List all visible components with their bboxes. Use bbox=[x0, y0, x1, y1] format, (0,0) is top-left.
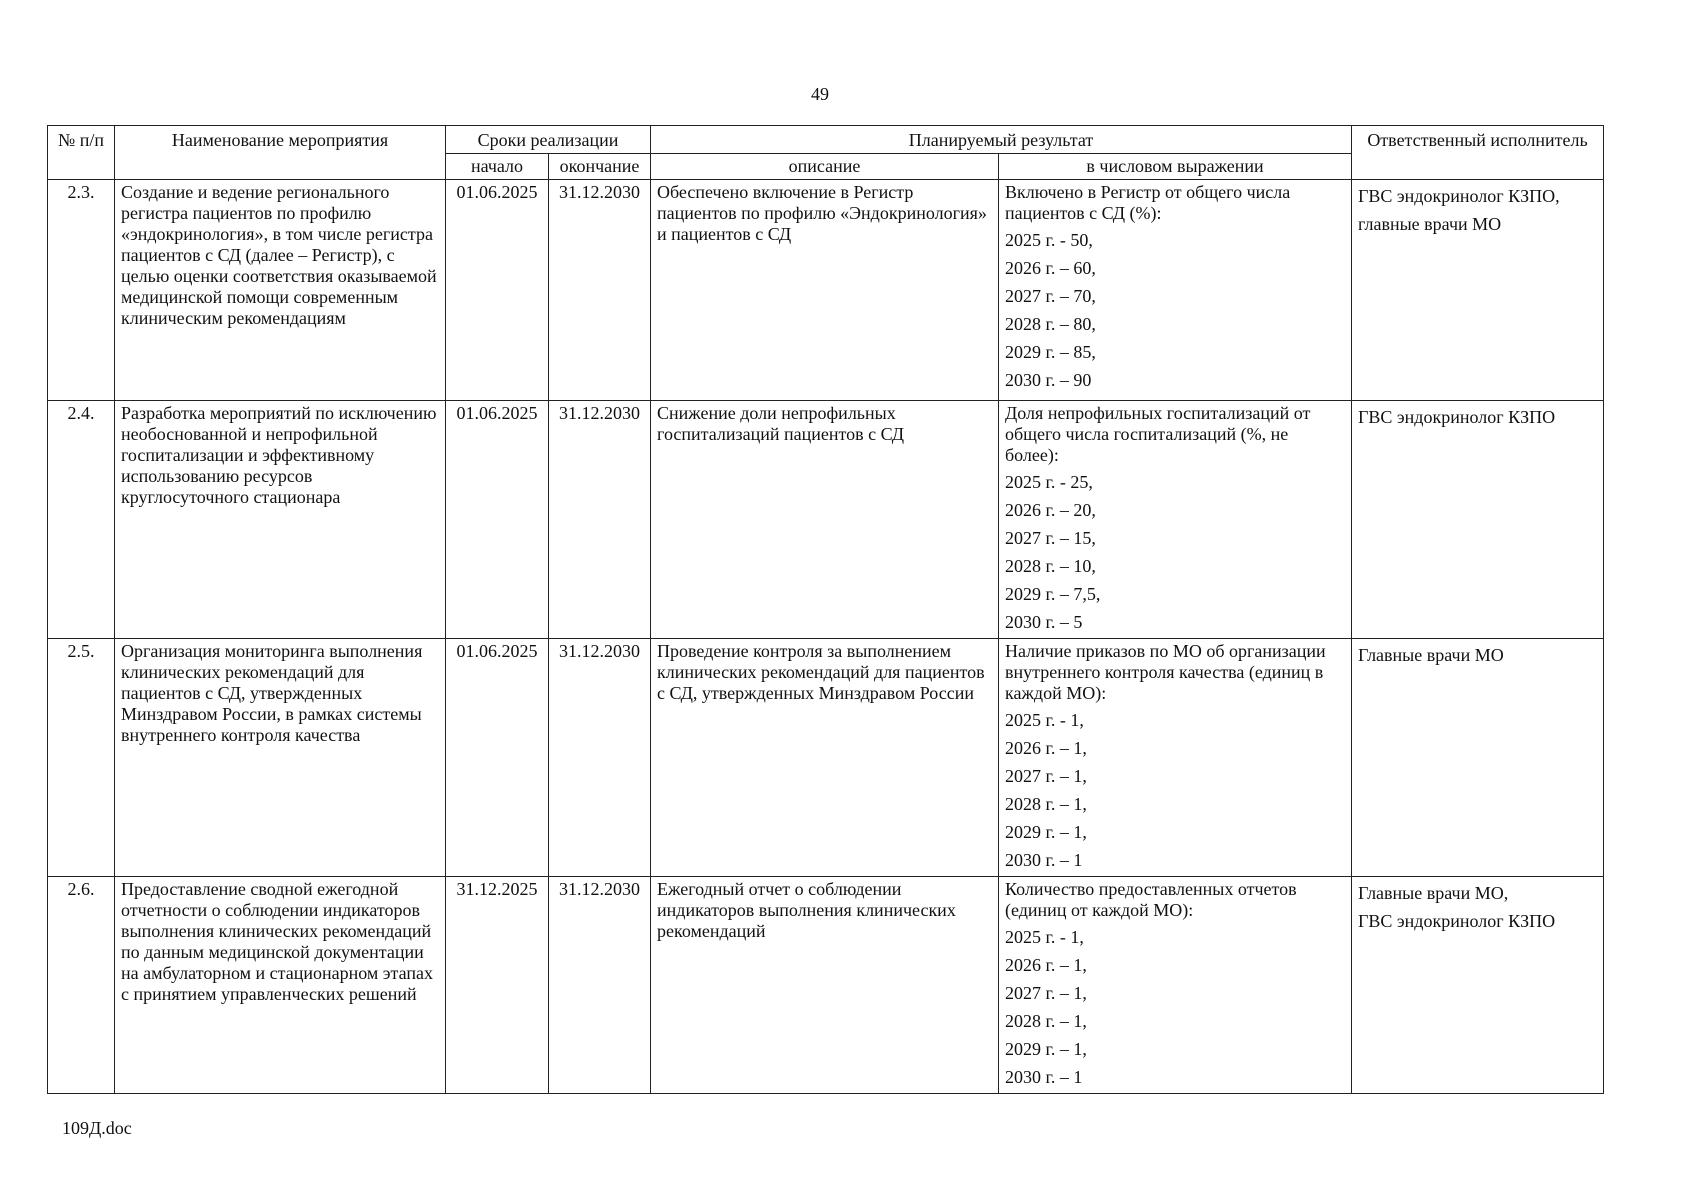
yearly-value: 2029 г. – 1, bbox=[1005, 1039, 1087, 1059]
yearly-value: 2027 г. – 1, bbox=[1005, 766, 1087, 786]
table-body bbox=[48, 180, 1604, 1094]
yearly-value: 2030 г. – 90 bbox=[1005, 370, 1092, 390]
yearly-values-list bbox=[1005, 468, 1345, 636]
activity-name: Разработка мероприятий по исключению необоснованной и непрофильной госпитализации и эффективному использованию ресурсов круглосуточного стационара bbox=[115, 401, 446, 639]
row-number: 2.3. bbox=[48, 180, 115, 401]
result-quantity bbox=[999, 180, 1352, 401]
yearly-value: 2026 г. – 1, bbox=[1005, 738, 1087, 758]
row-number: 2.6. bbox=[48, 877, 115, 1094]
yearly-value: 2028 г. – 80, bbox=[1005, 314, 1096, 334]
yearly-value: 2025 г. - 50, bbox=[1005, 230, 1093, 250]
responsible-line: ГВС эндокринолог КЗПО bbox=[1358, 407, 1556, 427]
header-quantity: в числовом выражении bbox=[999, 154, 1352, 180]
end-date: 31.12.2030 bbox=[549, 401, 651, 639]
responsible-executor bbox=[1352, 639, 1604, 877]
yearly-value: 2030 г. – 1 bbox=[1005, 850, 1083, 870]
yearly-value: 2028 г. – 1, bbox=[1005, 794, 1087, 814]
table-row bbox=[48, 401, 1604, 639]
yearly-value: 2026 г. – 1, bbox=[1005, 955, 1087, 975]
header-num: № п/п bbox=[48, 126, 115, 180]
row-number: 2.5. bbox=[48, 639, 115, 877]
result-quantity bbox=[999, 401, 1352, 639]
yearly-values-list bbox=[1005, 226, 1345, 394]
activity-name: Организация мониторинга выполнения клинических рекомендаций для пациентов с СД, утвержденных Минздравом России, в рамках системы внутреннего контроля качества bbox=[115, 639, 446, 877]
yearly-value: 2026 г. – 20, bbox=[1005, 500, 1096, 520]
result-description: Обеспечено включение в Регистр пациентов по профилю «Эндокринология» и пациентов с СД bbox=[651, 180, 999, 401]
activity-name: Предоставление сводной ежегодной отчетности о соблюдении индикаторов выполнения клинических рекомендаций по данным медицинской документации на амбулаторном и стационарном этапах с принятием управленческих решений bbox=[115, 877, 446, 1094]
header-description: описание bbox=[651, 154, 999, 180]
responsible-executor bbox=[1352, 401, 1604, 639]
yearly-value: 2029 г. – 85, bbox=[1005, 342, 1096, 362]
header-end: окончание bbox=[549, 154, 651, 180]
responsible-executor bbox=[1352, 877, 1604, 1094]
start-date: 01.06.2025 bbox=[446, 180, 549, 401]
end-date: 31.12.2030 bbox=[549, 639, 651, 877]
responsible-line: главные врачи МО bbox=[1358, 214, 1502, 234]
yearly-value: 2027 г. – 70, bbox=[1005, 286, 1096, 306]
responsible-executor bbox=[1352, 180, 1604, 401]
table-row bbox=[48, 639, 1604, 877]
result-quantity bbox=[999, 877, 1352, 1094]
activity-name: Создание и ведение регионального регистра пациентов по профилю «эндокринология», в том числе регистра пациентов с СД (далее – Регистр), с целью оценки соответствия оказываемой медицинской помощи современным клиническим рекомендациям bbox=[115, 180, 446, 401]
row-number: 2.4. bbox=[48, 401, 115, 639]
yearly-value: 2027 г. – 15, bbox=[1005, 528, 1096, 548]
yearly-value: 2028 г. – 10, bbox=[1005, 556, 1096, 576]
yearly-values-list bbox=[1005, 706, 1345, 874]
yearly-value: 2029 г. – 1, bbox=[1005, 822, 1087, 842]
header-result: Планируемый результат bbox=[651, 126, 1352, 154]
yearly-value: 2025 г. - 25, bbox=[1005, 472, 1093, 492]
table-row bbox=[48, 877, 1604, 1094]
footer-filename: 109Д.doc bbox=[62, 1118, 132, 1138]
end-date: 31.12.2030 bbox=[549, 180, 651, 401]
start-date: 01.06.2025 bbox=[446, 639, 549, 877]
start-date: 31.12.2025 bbox=[446, 877, 549, 1094]
result-description: Ежегодный отчет о соблюдении индикаторов выполнения клинических рекомендаций bbox=[651, 877, 999, 1094]
header-name: Наименование мероприятия bbox=[115, 126, 446, 180]
yearly-values-list bbox=[1005, 923, 1345, 1091]
header-start: начало bbox=[446, 154, 549, 180]
yearly-value: 2025 г. - 1, bbox=[1005, 710, 1084, 730]
page-number: 49 bbox=[811, 84, 829, 104]
yearly-value: 2027 г. – 1, bbox=[1005, 983, 1087, 1003]
quantity-description: Наличие приказов по МО об организации внутреннего контроля качества (единиц в каждой МО): bbox=[1005, 641, 1326, 703]
responsible-line: ГВС эндокринолог КЗПО, bbox=[1358, 186, 1560, 206]
quantity-description: Доля непрофильных госпитализаций от общего числа госпитализаций (%, не более): bbox=[1005, 403, 1311, 465]
yearly-value: 2030 г. – 5 bbox=[1005, 612, 1083, 632]
yearly-value: 2025 г. - 1, bbox=[1005, 927, 1084, 947]
result-description: Снижение доли непрофильных госпитализаций пациентов с СД bbox=[651, 401, 999, 639]
result-description: Проведение контроля за выполнением клинических рекомендаций для пациентов с СД, утвержденных Минздравом России bbox=[651, 639, 999, 877]
header-terms: Сроки реализации bbox=[446, 126, 651, 154]
yearly-value: 2028 г. – 1, bbox=[1005, 1011, 1087, 1031]
activities-table bbox=[47, 125, 1604, 1094]
yearly-value: 2026 г. – 60, bbox=[1005, 258, 1096, 278]
yearly-value: 2029 г. – 7,5, bbox=[1005, 584, 1101, 604]
end-date: 31.12.2030 bbox=[549, 877, 651, 1094]
yearly-value: 2030 г. – 1 bbox=[1005, 1067, 1083, 1087]
result-quantity bbox=[999, 639, 1352, 877]
quantity-description: Количество предоставленных отчетов (единиц от каждой МО): bbox=[1005, 879, 1297, 920]
responsible-line: Главные врачи МО, bbox=[1358, 883, 1509, 903]
table-row bbox=[48, 180, 1604, 401]
responsible-line: Главные врачи МО bbox=[1358, 645, 1504, 665]
header-responsible: Ответственный исполнитель bbox=[1352, 126, 1604, 180]
quantity-description: Включено в Регистр от общего числа пациентов с СД (%): bbox=[1005, 182, 1291, 223]
start-date: 01.06.2025 bbox=[446, 401, 549, 639]
responsible-line: ГВС эндокринолог КЗПО bbox=[1358, 911, 1556, 931]
